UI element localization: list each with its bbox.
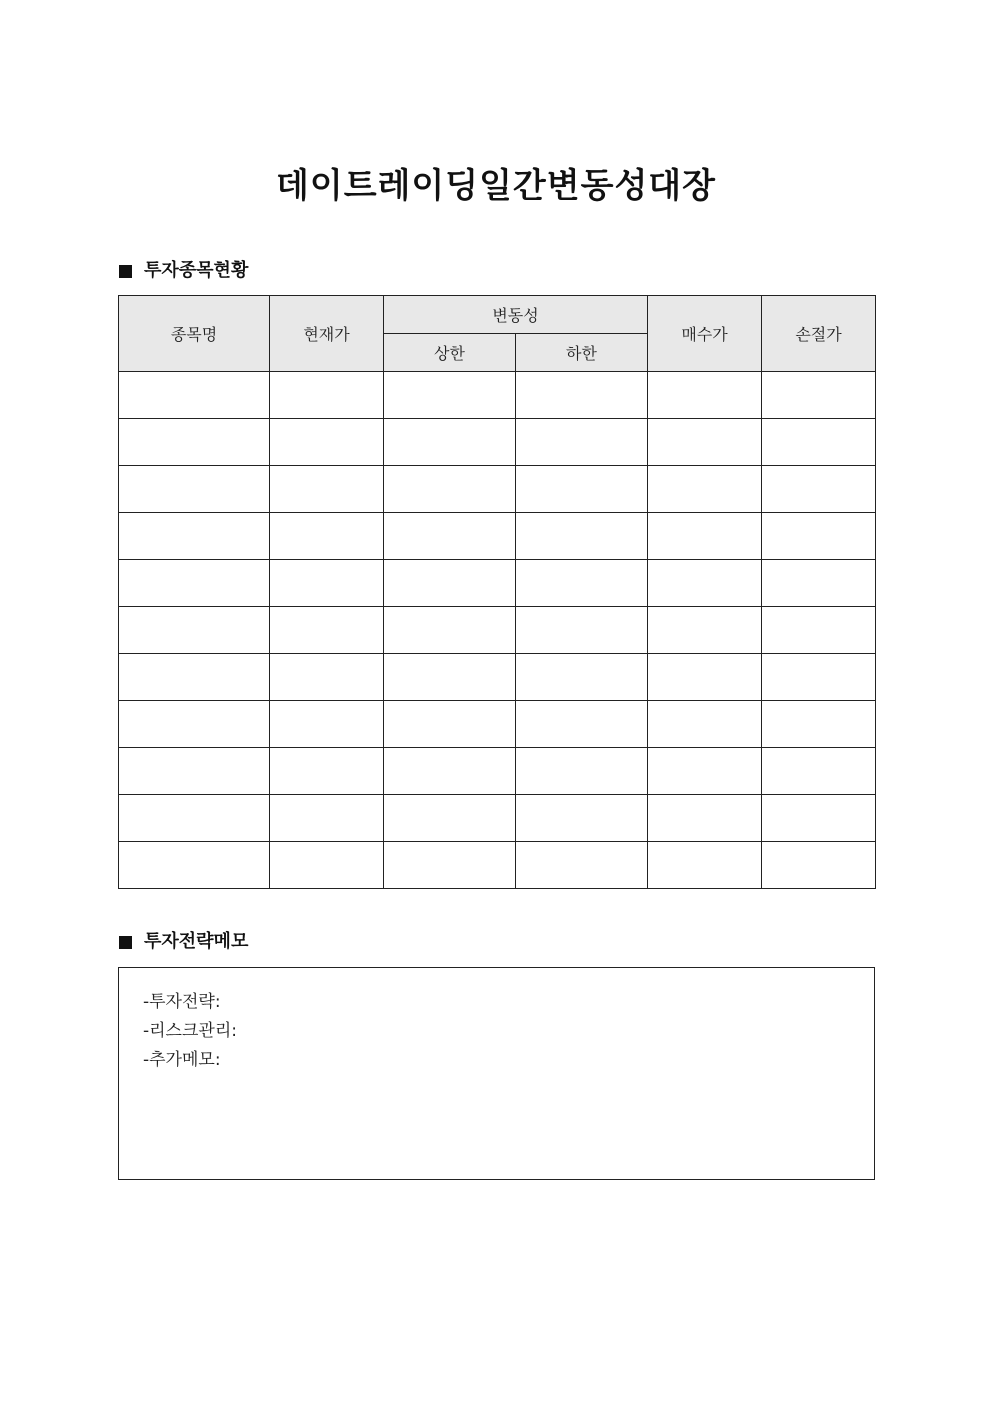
lower-cell[interactable] [516, 419, 648, 466]
lower-cell[interactable] [516, 513, 648, 560]
name-cell[interactable] [119, 466, 270, 513]
buy-price-cell[interactable] [648, 748, 762, 795]
stop-loss-cell[interactable] [762, 842, 876, 889]
lower-cell[interactable] [516, 842, 648, 889]
section-heading-holdings [119, 258, 248, 284]
name-cell[interactable] [119, 560, 270, 607]
upper-cell[interactable] [384, 795, 516, 842]
holdings-table [118, 295, 876, 889]
stop-loss-cell[interactable] [762, 560, 876, 607]
section-heading-label: 투자종목현황 [144, 260, 249, 281]
current-price-cell[interactable] [270, 419, 384, 466]
lower-cell[interactable] [516, 607, 648, 654]
name-cell[interactable] [119, 419, 270, 466]
page-title: 데이트레이딩일간변동성대장 [276, 166, 716, 206]
current-price-cell[interactable] [270, 795, 384, 842]
stop-loss-cell[interactable] [762, 419, 876, 466]
table-row [119, 654, 876, 701]
name-cell[interactable] [119, 654, 270, 701]
section-heading-label: 투자전략메모 [144, 931, 249, 952]
upper-cell[interactable] [384, 560, 516, 607]
stop-loss-cell[interactable] [762, 513, 876, 560]
current-price-cell[interactable] [270, 654, 384, 701]
buy-price-cell[interactable] [648, 607, 762, 654]
table-row [119, 372, 876, 419]
table-row [119, 466, 876, 513]
buy-price-cell[interactable] [648, 466, 762, 513]
column-header-lower: 하한 [516, 334, 648, 372]
upper-cell[interactable] [384, 372, 516, 419]
lower-cell[interactable] [516, 560, 648, 607]
buy-price-cell[interactable] [648, 419, 762, 466]
square-bullet-icon [119, 936, 132, 949]
upper-cell[interactable] [384, 419, 516, 466]
upper-cell[interactable] [384, 701, 516, 748]
table-row [119, 795, 876, 842]
current-price-cell[interactable] [270, 560, 384, 607]
memo-line-risk: -리스크관리: [143, 1021, 237, 1041]
column-header-buy-price: 매수가 [648, 296, 762, 372]
column-header-volatility: 변동성 [384, 296, 648, 334]
current-price-cell[interactable] [270, 466, 384, 513]
lower-cell[interactable] [516, 701, 648, 748]
name-cell[interactable] [119, 372, 270, 419]
memo-box[interactable] [118, 967, 875, 1180]
stop-loss-cell[interactable] [762, 372, 876, 419]
stop-loss-cell[interactable] [762, 466, 876, 513]
buy-price-cell[interactable] [648, 513, 762, 560]
upper-cell[interactable] [384, 842, 516, 889]
table-row [119, 607, 876, 654]
name-cell[interactable] [119, 607, 270, 654]
current-price-cell[interactable] [270, 748, 384, 795]
buy-price-cell[interactable] [648, 842, 762, 889]
current-price-cell[interactable] [270, 372, 384, 419]
stop-loss-cell[interactable] [762, 795, 876, 842]
lower-cell[interactable] [516, 748, 648, 795]
name-cell[interactable] [119, 701, 270, 748]
current-price-cell[interactable] [270, 701, 384, 748]
name-cell[interactable] [119, 748, 270, 795]
current-price-cell[interactable] [270, 607, 384, 654]
current-price-cell[interactable] [270, 842, 384, 889]
name-cell[interactable] [119, 842, 270, 889]
stop-loss-cell[interactable] [762, 701, 876, 748]
table-row [119, 560, 876, 607]
column-header-current-price: 현재가 [270, 296, 384, 372]
stop-loss-cell[interactable] [762, 654, 876, 701]
buy-price-cell[interactable] [648, 560, 762, 607]
lower-cell[interactable] [516, 466, 648, 513]
name-cell[interactable] [119, 795, 270, 842]
lower-cell[interactable] [516, 372, 648, 419]
stop-loss-cell[interactable] [762, 748, 876, 795]
section-heading-memo [119, 929, 248, 955]
upper-cell[interactable] [384, 654, 516, 701]
buy-price-cell[interactable] [648, 701, 762, 748]
square-bullet-icon [119, 265, 132, 278]
upper-cell[interactable] [384, 466, 516, 513]
table-row [119, 513, 876, 560]
column-header-stop-loss: 손절가 [762, 296, 876, 372]
lower-cell[interactable] [516, 795, 648, 842]
memo-lines [143, 988, 237, 1075]
current-price-cell[interactable] [270, 513, 384, 560]
buy-price-cell[interactable] [648, 795, 762, 842]
table-row [119, 748, 876, 795]
table-row [119, 842, 876, 889]
stop-loss-cell[interactable] [762, 607, 876, 654]
lower-cell[interactable] [516, 654, 648, 701]
column-header-upper: 상한 [384, 334, 516, 372]
column-header-name: 종목명 [119, 296, 270, 372]
upper-cell[interactable] [384, 748, 516, 795]
buy-price-cell[interactable] [648, 372, 762, 419]
memo-line-strategy: -투자전략: [143, 992, 221, 1012]
buy-price-cell[interactable] [648, 654, 762, 701]
name-cell[interactable] [119, 513, 270, 560]
table-row [119, 419, 876, 466]
memo-line-extra: -추가메모: [143, 1050, 221, 1070]
upper-cell[interactable] [384, 513, 516, 560]
upper-cell[interactable] [384, 607, 516, 654]
table-row [119, 701, 876, 748]
